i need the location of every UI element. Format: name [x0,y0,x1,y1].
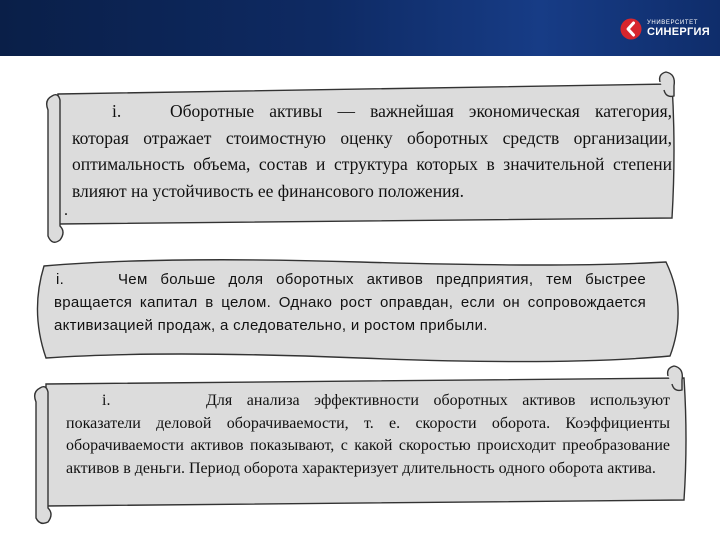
scroll-1-number: i. [112,101,122,121]
scroll-2-body: Чем больше доля оборотных активов предприятия, тем быстрее вращается капитал в целом. Однако рост оправдан, если он сопровождается активизацией продаж, а следовательно, и ростом прибыли. [54,271,646,334]
scroll-1-trailing-mark: . [64,202,68,219]
logo-line2: СИНЕРГИЯ [647,26,710,38]
logo-line1: УНИВЕРСИТЕТ [647,20,698,26]
scroll-3-body: Для анализа эффективности оборотных активов используют показатели деловой оборачиваемости, т. е. скорости оборота. Коэффициенты оборачиваемости активов показывают, с какой скоростью происходит преобразование активов в деньги. Период оборота характеризует длительность одного оборота актива. [66,392,670,477]
scroll-2-clip [40,262,660,351]
scroll-2-text [54,268,646,337]
scroll-1-left-roll [47,95,63,243]
scroll-1-body: Оборотные активы — важнейшая экономическая категория, которая отражает стоимостную оценку оборотных средств организации, оптимальность объема, состав и структура которых в значительной степени влияют на устойчивость ее финансового положения. [72,101,672,201]
scroll-3-left-roll [35,387,51,524]
scroll-3-text [66,390,670,480]
scroll-1-text [72,98,672,204]
scroll-2-number: i. [56,271,65,288]
scroll-3-number: i. [102,392,111,409]
